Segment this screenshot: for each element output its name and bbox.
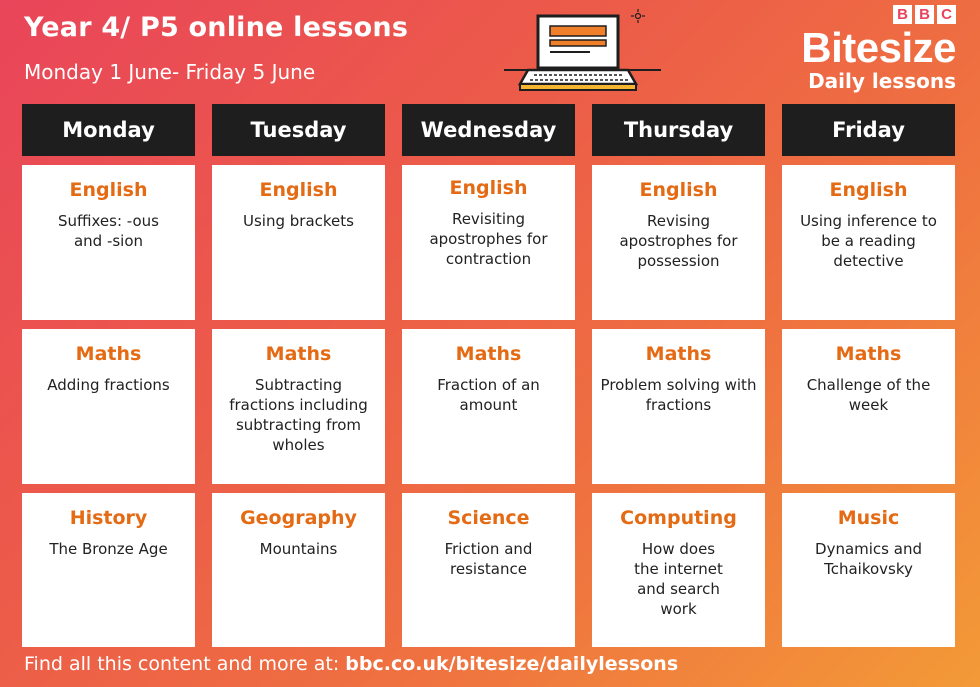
lesson-topic: Adding fractions <box>47 376 170 394</box>
lesson-card[interactable] <box>782 329 955 484</box>
date-range: Monday 1 June- Friday 5 June <box>24 60 316 84</box>
lesson-card[interactable] <box>782 493 955 647</box>
bbc-letter: B <box>893 5 912 24</box>
lesson-subject: English <box>69 179 148 201</box>
lesson-topic: Problem solving with fractions <box>600 376 757 414</box>
lesson-subject: Computing <box>620 507 737 529</box>
lesson-topic: Subtracting fractions including subtracting from wholes <box>229 376 368 454</box>
lesson-subject: English <box>259 179 338 201</box>
lesson-topic: Fraction of an amount <box>437 376 540 414</box>
lesson-subject: English <box>639 179 718 201</box>
lesson-card[interactable] <box>402 493 575 647</box>
lesson-card[interactable] <box>212 165 385 320</box>
lesson-topic: Using inference to be a reading detective <box>800 212 937 270</box>
day-header-tuesday: Tuesday <box>212 104 385 156</box>
lesson-topic: How does the internet and search work <box>634 540 723 618</box>
lesson-card[interactable] <box>592 329 765 484</box>
footer-text: Find all this content and more at: <box>24 653 346 675</box>
laptop-icon <box>500 8 665 94</box>
lesson-subject: Maths <box>265 343 332 365</box>
lesson-card[interactable] <box>212 493 385 647</box>
footer-link[interactable]: bbc.co.uk/bitesize/dailylessons <box>345 653 679 675</box>
lesson-card[interactable] <box>212 329 385 484</box>
lesson-card[interactable] <box>22 329 195 484</box>
lesson-subject: History <box>69 507 148 529</box>
day-header-thursday: Thursday <box>592 104 765 156</box>
brand-name: Bitesize <box>801 24 956 71</box>
lesson-subject: Geography <box>240 507 357 529</box>
timetable-grid <box>22 104 955 647</box>
lesson-subject: Science <box>447 507 530 529</box>
day-header-monday: Monday <box>22 104 195 156</box>
lesson-topic: Dynamics and Tchaikovsky <box>815 540 922 578</box>
lesson-subject: Maths <box>645 343 712 365</box>
day-header-wednesday: Wednesday <box>402 104 575 156</box>
bbc-blocks <box>893 5 956 24</box>
bbc-letter: B <box>915 5 934 24</box>
lesson-topic: The Bronze Age <box>49 540 168 558</box>
bbc-letter: C <box>937 5 956 24</box>
lesson-card[interactable] <box>402 165 575 320</box>
lesson-card[interactable] <box>22 493 195 647</box>
brand-tagline: Daily lessons <box>808 69 956 93</box>
footer <box>24 653 678 675</box>
lesson-subject: Maths <box>75 343 142 365</box>
lesson-topic: Suffixes: -ous and -sion <box>57 212 159 250</box>
page-title: Year 4/ P5 online lessons <box>24 12 409 43</box>
lesson-topic: Mountains <box>259 540 338 558</box>
lesson-card[interactable] <box>402 329 575 484</box>
lesson-subject: Maths <box>455 343 522 365</box>
lesson-subject: Music <box>837 507 900 529</box>
lesson-topic: Using brackets <box>243 212 354 230</box>
lesson-card[interactable] <box>592 493 765 647</box>
lesson-card[interactable] <box>22 165 195 320</box>
lesson-card[interactable] <box>782 165 955 320</box>
lesson-topic: Revising apostrophes for possession <box>619 212 738 270</box>
sparkle-icon <box>631 9 645 23</box>
bbc-bitesize-logo <box>801 4 956 92</box>
lesson-topic: Challenge of the week <box>806 376 931 414</box>
lesson-topic: Friction and resistance <box>444 540 533 578</box>
lesson-topic: Revisiting apostrophes for contraction <box>429 210 548 268</box>
lesson-card[interactable] <box>592 165 765 320</box>
lesson-subject: English <box>449 177 528 199</box>
lesson-subject: Maths <box>835 343 902 365</box>
day-header-friday: Friday <box>782 104 955 156</box>
lesson-subject: English <box>829 179 908 201</box>
